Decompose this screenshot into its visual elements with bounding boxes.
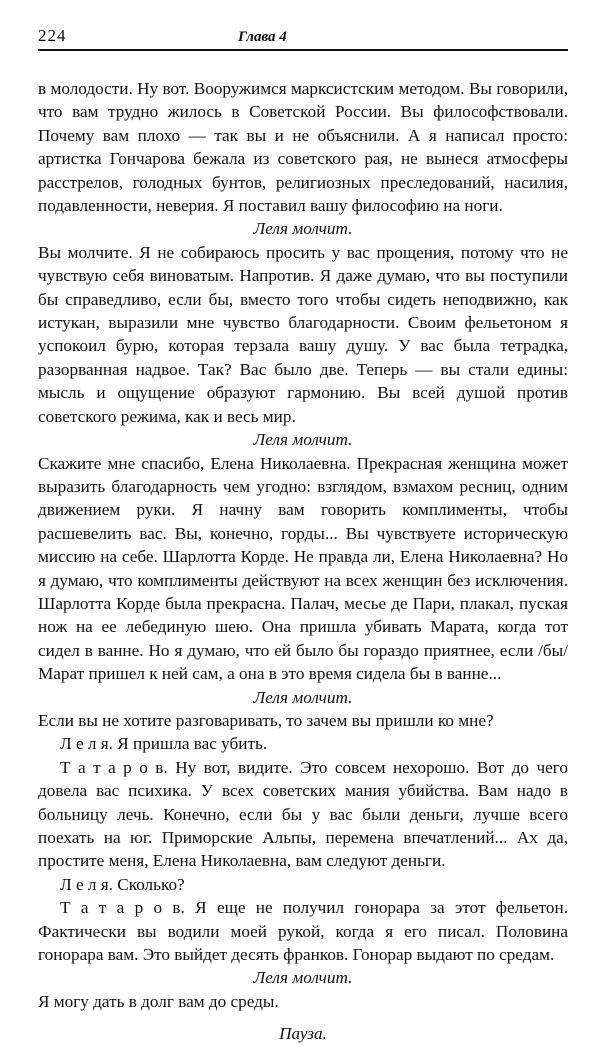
stage-direction: Леля молчит. xyxy=(253,968,353,988)
stage-direction: Леля молчит. xyxy=(253,687,353,707)
dialogue-line: Т а т а р о в. Я еще не получил гонорара за этот фельетон. Фактически вы водили моей рукой, когда я его писал. Половина гонорара вам. Это выйдет десять франков. Гонорар выдают по средам. xyxy=(38,898,568,965)
stage-direction: Леля молчит. xyxy=(253,430,353,450)
paragraph: в молодости. Ну вот. Вооружимся марксистским методом. Вы говорили, что вам трудно жилось в Советской России. Вы философствовали. Почему вам плохо — так вы и не объяснили. А я написал просто: артистка Гончарова бежала из советского рая, не вынеся атмосферы расстрелов, голодных бунтов, религиозных преследований, насилия, подавленности, неверия. Я поставил вашу философию на ноги. xyxy=(38,79,568,216)
paragraph: Если вы не хотите разговаривать, то зачем вы пришли ко мне? xyxy=(38,710,494,730)
chapter-title: Глава 4 xyxy=(238,29,287,45)
paragraph: Вы молчите. Я не собираюсь просить у вас прощения, потому что не чувствую себя виноватым. Напротив. Я даже думаю, что вы поступили бы справедливо, если бы, вместо того чтобы сидеть неподвижно, как истукан, выразили мне чувство благодарности. Своим фельетоном я успокоил бурю, которая терзала вашу душу. У вас была тетрадка, разорванная надвое. Так? Вас было две. Теперь — вы стали едины: мысль и ощущение образуют гармонию. Вы всей душой против советского режима, как и весь мир. xyxy=(38,242,568,426)
stage-direction: Пауза. xyxy=(279,1024,327,1044)
paragraph: Я могу дать в долг вам до среды. xyxy=(38,991,279,1011)
page-number: 224 xyxy=(38,26,67,45)
page-text xyxy=(38,77,568,1046)
dialogue-line: Л е л я. Сколько? xyxy=(60,874,185,894)
dialogue-line: Л е л я. Я пришла вас убить. xyxy=(60,734,268,754)
running-header xyxy=(38,22,568,51)
paragraph: Скажите мне спасибо, Елена Николаевна. Прекрасная женщина может выразить благодарность чем угодно: взглядом, взмахом ресниц, одним движением руки. Я начну вам говорить комплименты, чтобы расшевелить вас. Вы, конечно, горды... Вы чувствуете историческую миссию на себе. Шарлотта Корде. Не правда ли, Елена Николаевна? Но я думаю, что комплименты действуют на всех женщин без исключения. Шарлотта Корде была прекрасна. Палач, месье де Пари, плакал, пуская нож на ее лебединую шею. Она пришла убивать Марата, когда тот сидел в ванне. Но я думаю, что ей было бы гораздо приятнее, если /бы/ Марат пришел к ней сам, а она в это время сидела бы в ванне... xyxy=(38,453,568,684)
dialogue-line: Т а т а р о в. Ну вот, видите. Это совсем нехорошо. Вот до чего довела вас психика. У всех советских мания убийства. Вам надо в больницу лечь. Конечно, если бы у вас были деньги, лучше всего поехать на юг. Приморские Альпы, перемена впечатлений... Ах да, простите меня, Елена Николаевна, вам следуют деньги. xyxy=(38,757,568,871)
stage-direction: Леля молчит. xyxy=(253,219,353,239)
